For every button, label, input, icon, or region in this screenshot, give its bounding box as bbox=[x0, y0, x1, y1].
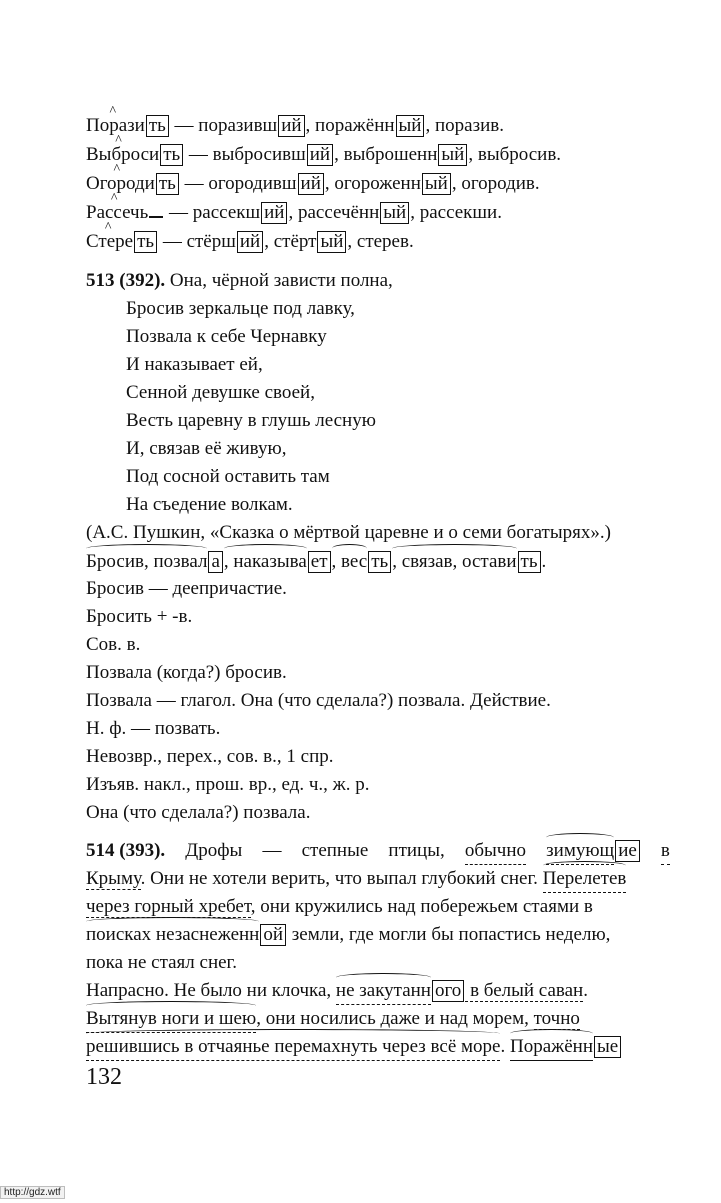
exercise-513-header bbox=[86, 268, 393, 294]
exercise-514-line: 514 (393). Дрофы — степные птицы, обычно зимующ ие в bbox=[86, 838, 670, 865]
exercise-514-line: поисках незаснеженн ой земли, где могли бы попастись неделю, bbox=[86, 922, 610, 948]
analysis-line: Невозвр., перех., сов. в., 1 спр. bbox=[86, 746, 334, 767]
exercise-514-line: пока не стаял снег. bbox=[86, 952, 237, 973]
suffix-box: ий bbox=[298, 173, 324, 195]
analysis-line: Она (что сделала?) позвала. bbox=[86, 802, 311, 823]
poem-line: Весть царевну в глушь лесную bbox=[126, 410, 376, 431]
suffix-box: ый bbox=[422, 173, 451, 195]
suffix-box: ый bbox=[380, 202, 409, 224]
ending-box: ть bbox=[368, 551, 391, 573]
exercise-number: 513 (392). bbox=[86, 270, 166, 291]
exercise-514-line: Крыму. Они не хотели верить, что выпал глубокий снег. Перелетев bbox=[86, 866, 626, 893]
suffix-box: ть bbox=[156, 173, 179, 195]
poem-source: (А.С. Пушкин, «Сказка о мёртвой царевне и о семи богатырях».) bbox=[86, 522, 611, 543]
analysis-line: Сов. в. bbox=[86, 634, 141, 655]
suffix-box bbox=[149, 216, 163, 218]
exercise-514-line: через горный хребет, они кружились над побережьем стаями в bbox=[86, 896, 593, 917]
suffix-box: ий bbox=[278, 115, 304, 137]
analysis-line: Позвала — глагол. Она (что сделала?) позвала. Действие. bbox=[86, 690, 551, 711]
suffix-box: ть bbox=[146, 115, 169, 137]
suffix-box: ть bbox=[134, 231, 157, 253]
suffix-box: ий bbox=[237, 231, 263, 253]
analysis-line: Н. ф. — позвать. bbox=[86, 718, 221, 739]
ending-box: ой bbox=[260, 924, 286, 946]
poem-line: Сенной девушке своей, bbox=[126, 382, 315, 403]
exercise-514-line: решившись в отчаянье перемахнуть через всё море. Поражённ ые bbox=[86, 1034, 622, 1061]
suffix-box: ий bbox=[261, 202, 287, 224]
analysis-line: Изъяв. накл., прош. вр., ед. ч., ж. р. bbox=[86, 774, 370, 795]
morph-line: Порази ^ ть — поразивш ий , поражённ ый , поразив. bbox=[86, 113, 504, 139]
poem-line: И наказывает ей, bbox=[126, 354, 263, 375]
ending-box: а bbox=[208, 551, 222, 573]
analysis-line: Бросив — деепричастие. bbox=[86, 578, 287, 599]
morph-line: Рассечь ^ — рассекш ий , рассечённ ый , рассекши. bbox=[86, 200, 502, 226]
exercise-514-line: Вытянув ноги и шею, они носились даже и над морем, точно bbox=[86, 1006, 580, 1033]
morph-line: Стере ^ ть — стёрш ий , стёрт ый , стерев. bbox=[86, 229, 414, 255]
verb-parse-line: Бросив, позвал а , наказыва ет , вес ть , связав, остави ть . bbox=[86, 549, 546, 575]
exercise-number: 514 (393). bbox=[86, 840, 166, 861]
exercise-514-line: Напрасно. Не было ни клочка, не закутанн ого в белый саван. bbox=[86, 978, 588, 1005]
analysis-line: Позвала (когда?) бросив. bbox=[86, 662, 287, 683]
poem-line: И, связав её живую, bbox=[126, 438, 287, 459]
ending-box: ые bbox=[594, 1036, 621, 1058]
poem-line: Она, чёрной зависти полна, bbox=[169, 270, 393, 291]
suffix-box: ый bbox=[438, 144, 467, 166]
watermark: http://gdz.wtf bbox=[0, 1186, 65, 1199]
suffix-box: ий bbox=[307, 144, 333, 166]
suffix-box: ть bbox=[160, 144, 183, 166]
page-number: 132 bbox=[86, 1064, 122, 1090]
suffix-box: ый bbox=[317, 231, 346, 253]
ending-box: ого bbox=[432, 980, 464, 1002]
poem-line: Под сосной оставить там bbox=[126, 466, 330, 487]
analysis-line: Бросить + -в. bbox=[86, 606, 193, 627]
ending-box: ет bbox=[308, 551, 331, 573]
morph-line: Выброси ^ ть — выбросивш ий , выброшенн ый , выбросив. bbox=[86, 142, 561, 168]
poem-line: На съедение волкам. bbox=[126, 494, 293, 515]
ending-box: ть bbox=[518, 551, 541, 573]
poem-line: Позвала к себе Чернавку bbox=[126, 326, 327, 347]
ending-box: ие bbox=[615, 840, 640, 862]
morph-line: Огороди ^ ть — огородивш ий , огороженн ый , огородив. bbox=[86, 171, 540, 197]
poem-line: Бросив зеркальце под лавку, bbox=[126, 298, 355, 319]
suffix-box: ый bbox=[396, 115, 425, 137]
